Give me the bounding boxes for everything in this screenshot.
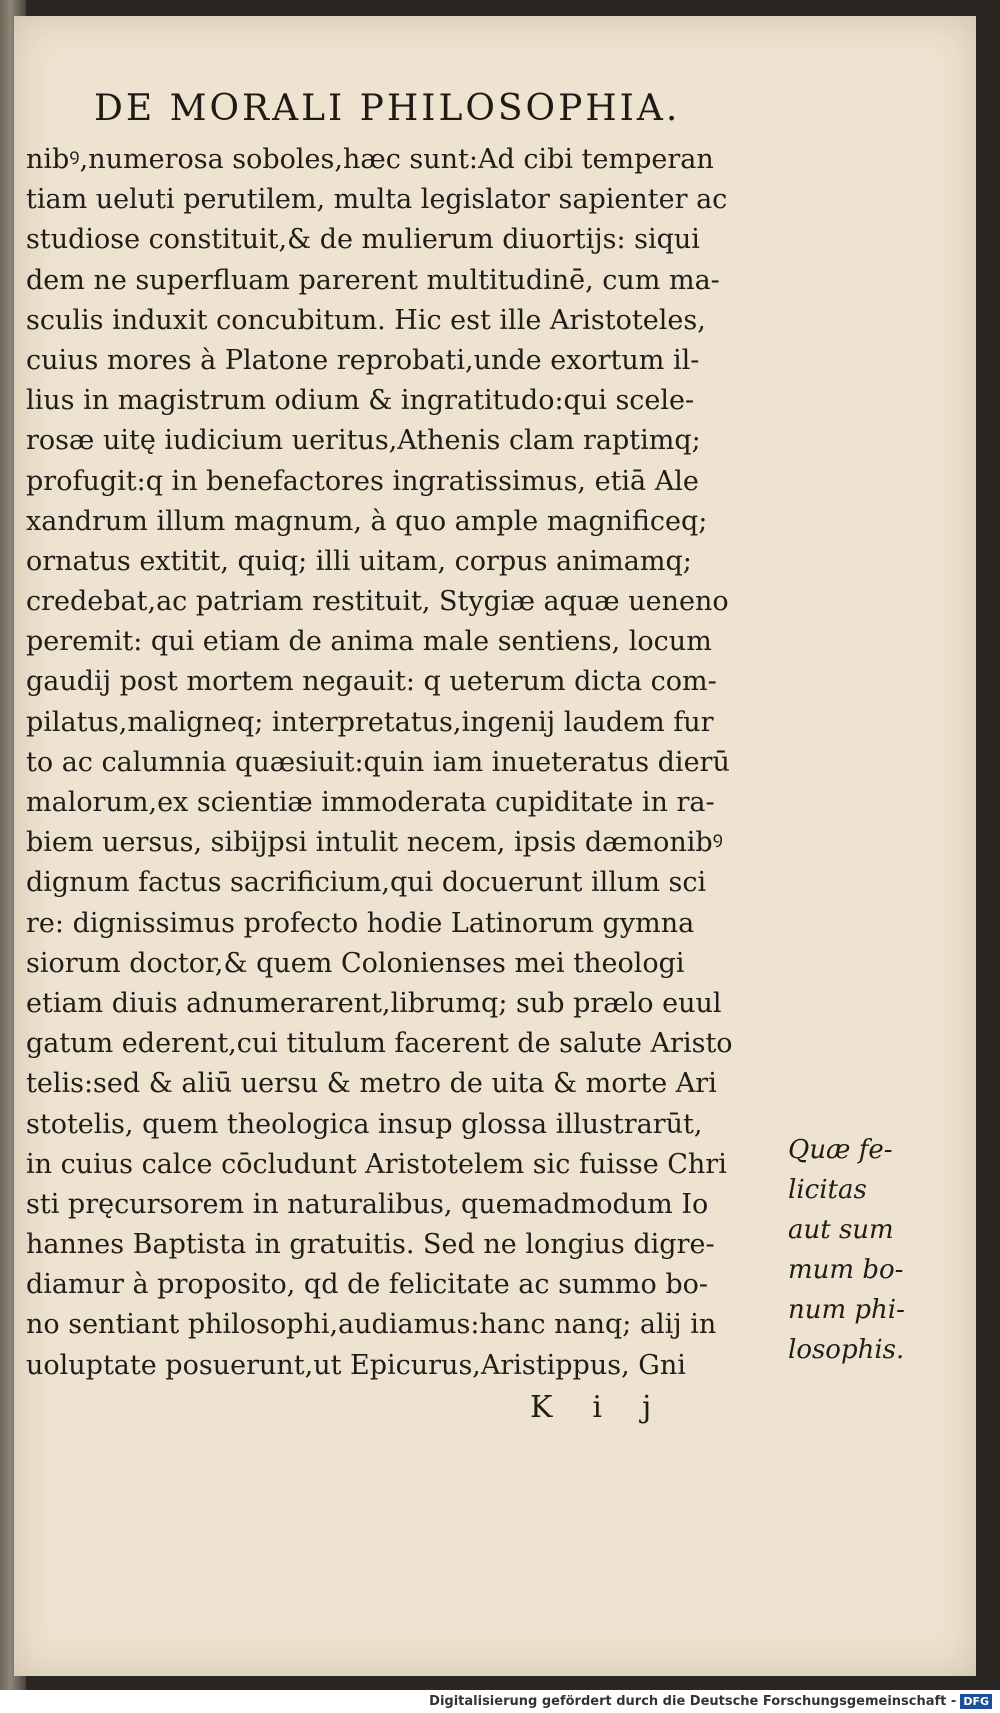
text-line: sti pręcursorem in naturalibus, quemadmodum Io	[26, 1188, 709, 1220]
text-line: to ac calumnia quæsiuit:quin iam inueteratus dierū	[26, 746, 730, 778]
text-line: diamur à proposito, qd de felicitate ac summo bo-	[26, 1269, 709, 1301]
text-line: siorum doctor,& quem Colonienses mei theologi	[26, 947, 685, 979]
marginal-note-line: num phi-	[788, 1295, 905, 1325]
text-line: rosæ uitę iudicium ueritus,Athenis clam raptimq;	[26, 425, 701, 457]
text-line: credebat,ac patriam restituit, Stygiæ aquæ ueneno	[26, 586, 729, 618]
footer-text: Digitalisierung gefördert durch die Deutsche Forschungsgemeinschaft -	[429, 1694, 957, 1709]
text-line: no sentiant philosophi,audiamus:hanc nanq; alij in	[26, 1309, 717, 1341]
text-line: malorum,ex scientiæ immoderata cupiditate in ra-	[26, 787, 715, 818]
text-line: re: dignissimus profecto hodie Latinorum gymna	[26, 907, 695, 939]
marginal-note-line: licitas	[788, 1175, 867, 1205]
signature-number: ij	[592, 1390, 692, 1425]
text-line: in cuius calce cōcludunt Aristotelem sic fuisse Chri	[26, 1148, 727, 1180]
text-line: profugit:q in benefactores ingratissimus, etiā Ale	[26, 465, 699, 497]
running-head: DE MORALI PHILOSOPHIA.	[94, 88, 681, 129]
text-line: biem uersus, sibijpsi intulit necem, ipsis dæmonibꝰ	[26, 827, 723, 859]
marginal-note-line: losophis.	[788, 1335, 905, 1365]
signature-mark	[530, 1390, 691, 1425]
text-line: uoluptate posuerunt,ut Epicurus,Aristippus, Gni	[26, 1349, 686, 1381]
text-line: tiam ueluti perutilem, multa legislator sapienter ac	[26, 184, 728, 216]
text-line: stotelis, quem theologica insup glossa illustrarūt,	[26, 1108, 703, 1140]
body-text	[26, 140, 791, 1386]
marginal-note-line: aut sum	[788, 1215, 894, 1245]
text-line: studiose constituit,& de mulierum diuortijs: siqui	[26, 224, 700, 256]
text-line: sculis induxit concubitum. Hic est ille Aristoteles,	[26, 304, 706, 336]
text-line: dignum factus sacrificium,qui docuerunt illum sci	[26, 867, 707, 899]
marginal-note-line: mum bo-	[788, 1255, 904, 1285]
text-line: lius in magistrum odium & ingratitudo:qui scele-	[26, 385, 695, 417]
text-line: gatum ederent,cui titulum facerent de salute Aristo	[26, 1028, 733, 1060]
text-line: xandrum illum magnum, à quo ample magnificeq;	[26, 505, 708, 537]
text-line: dem ne superfluam parerent multitudinē, cum ma-	[26, 264, 720, 296]
text-line: cuius mores à Platone reprobati,unde exortum il-	[26, 344, 700, 376]
text-line: telis:sed & aliū uersu & metro de uita & morte Ari	[26, 1068, 717, 1100]
marginal-note	[788, 1130, 938, 1370]
text-line: hannes Baptista in gratuitis. Sed ne longius digre-	[26, 1229, 715, 1261]
text-line: gaudij post mortem negauit: q ueterum dicta com-	[26, 666, 717, 698]
digitization-footer	[0, 1690, 992, 1713]
text-line: etiam diuis adnumerarent,librumq; sub prælo euul	[26, 987, 722, 1019]
text-line: ornatus extitit, quiq; illi uitam, corpus animamq;	[26, 545, 692, 577]
dfg-logo: DFG	[960, 1694, 992, 1709]
marginal-note-line: Quæ fe-	[788, 1135, 893, 1165]
text-line: peremit: qui etiam de anima male sentiens, locum	[26, 626, 712, 658]
signature-letter: K	[530, 1390, 593, 1425]
text-line: nibꝰ,numerosa soboles,hæc sunt:Ad cibi temperan	[26, 144, 714, 175]
text-line: pilatus,maligneq; interpretatus,ingenij laudem fur	[26, 706, 714, 738]
